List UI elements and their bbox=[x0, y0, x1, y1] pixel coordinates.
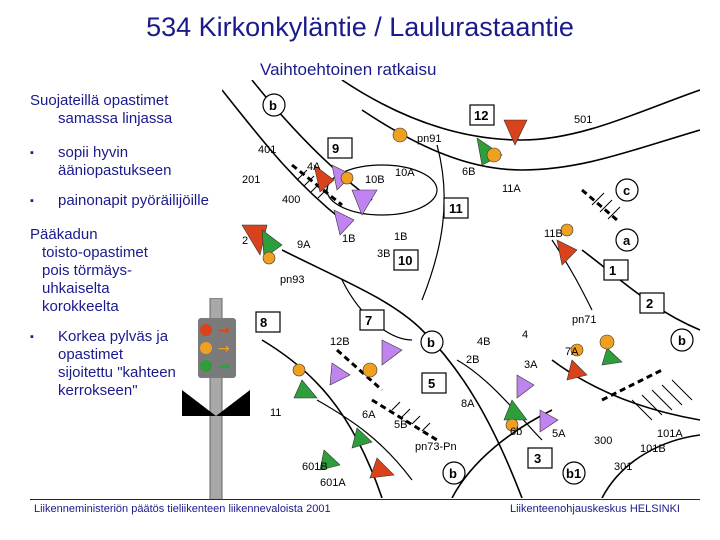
map-label: 4A bbox=[307, 161, 321, 173]
map-label: a bbox=[623, 233, 631, 248]
map-label: 1B bbox=[342, 233, 356, 245]
map-label: 11 bbox=[449, 201, 463, 216]
map-label: 301 bbox=[614, 461, 633, 473]
section2-line: uhkaiselta bbox=[42, 280, 110, 297]
map-label: 601B bbox=[302, 461, 328, 473]
section2-line: korokkeelta bbox=[42, 298, 119, 315]
map-label: 10 bbox=[398, 253, 413, 268]
section2-line: Pääkadun bbox=[30, 226, 98, 243]
section2-line: toisto-opastimet bbox=[42, 244, 148, 261]
footer-source: Liikenneministeriön päätös tieliikenteen liikennevaloista 2001 bbox=[34, 503, 331, 515]
map-label: b1 bbox=[566, 466, 582, 481]
page-title: 534 Kirkonkyläntie / Laulurastaantie bbox=[146, 12, 574, 42]
map-label: 2 bbox=[242, 235, 249, 247]
map-label: b bbox=[269, 98, 277, 113]
map-label: 12 bbox=[474, 108, 489, 123]
map-label: 5B bbox=[394, 419, 408, 431]
map-label: 2 bbox=[646, 296, 654, 311]
map-label: 11B bbox=[544, 228, 563, 240]
map-label: 8 bbox=[260, 315, 268, 330]
map-label: 8A bbox=[461, 398, 475, 410]
bullet-item: ▪ sopii hyvin ääniopastukseen bbox=[30, 144, 220, 180]
svg-text:→: → bbox=[218, 341, 230, 357]
map-label: pn73-Pn bbox=[415, 441, 457, 453]
map-label: 3A bbox=[524, 359, 538, 371]
svg-text:→: → bbox=[218, 359, 230, 375]
map-label: 7A bbox=[565, 346, 579, 358]
map-label: 4 bbox=[522, 329, 529, 341]
map-label: pn93 bbox=[280, 274, 305, 286]
map-label: 9 bbox=[332, 141, 340, 156]
map-label: 4B bbox=[477, 336, 491, 348]
bullet-item: ▪ Korkea pylväs ja opastimet sijoitettu "kahteen kerrokseen" bbox=[30, 328, 180, 400]
map-label: 300 bbox=[594, 435, 613, 447]
map-label: 6b bbox=[510, 426, 523, 438]
map-label: 601A bbox=[320, 477, 346, 489]
map-label: 101B bbox=[640, 443, 666, 455]
map-label: 1B bbox=[394, 231, 408, 243]
page-subtitle: Vaihtoehtoinen ratkaisu bbox=[260, 60, 437, 79]
map-label: 1 bbox=[609, 263, 617, 278]
map-label: 5A bbox=[552, 428, 566, 440]
map-label: 101A bbox=[657, 428, 683, 440]
map-label: 3 bbox=[534, 451, 542, 466]
intersection-plan bbox=[222, 80, 700, 498]
map-label: 11 bbox=[270, 407, 282, 419]
map-label: 2B bbox=[466, 354, 480, 366]
map-label: b bbox=[427, 335, 435, 350]
map-label: 5 bbox=[428, 376, 436, 391]
panel-heading bbox=[30, 92, 220, 128]
svg-text:→: → bbox=[218, 323, 230, 339]
map-label: pn91 bbox=[417, 133, 442, 145]
map-label: 12B bbox=[330, 336, 350, 348]
footer-organization: Liikenteenohjauskeskus HELSINKI bbox=[510, 503, 680, 515]
map-label: pn71 bbox=[572, 314, 597, 326]
map-label: c bbox=[623, 183, 631, 198]
footer-divider bbox=[30, 499, 700, 500]
map-label: b bbox=[678, 333, 686, 348]
map-label: 6B bbox=[462, 166, 476, 178]
map-label: 6A bbox=[362, 409, 376, 421]
map-label: 7 bbox=[365, 313, 373, 328]
map-label: b bbox=[449, 466, 457, 481]
bullet-item: ▪ painonapit pyöräilijöille bbox=[30, 192, 220, 210]
map-label: 3B bbox=[377, 248, 391, 260]
map-label: 401 bbox=[258, 144, 277, 156]
heading-line1: Suojateillä opastimet bbox=[30, 92, 169, 109]
map-label: 400 bbox=[282, 194, 301, 206]
map-label: 501 bbox=[574, 114, 593, 126]
map-label: 10B bbox=[365, 174, 385, 186]
map-label: 9A bbox=[297, 239, 311, 251]
section2-line: pois törmäys- bbox=[42, 262, 133, 279]
map-label: 11A bbox=[502, 183, 521, 195]
heading-line2: samassa linjassa bbox=[58, 110, 173, 127]
map-label: 201 bbox=[242, 174, 261, 186]
map-label: 10A bbox=[395, 167, 415, 179]
